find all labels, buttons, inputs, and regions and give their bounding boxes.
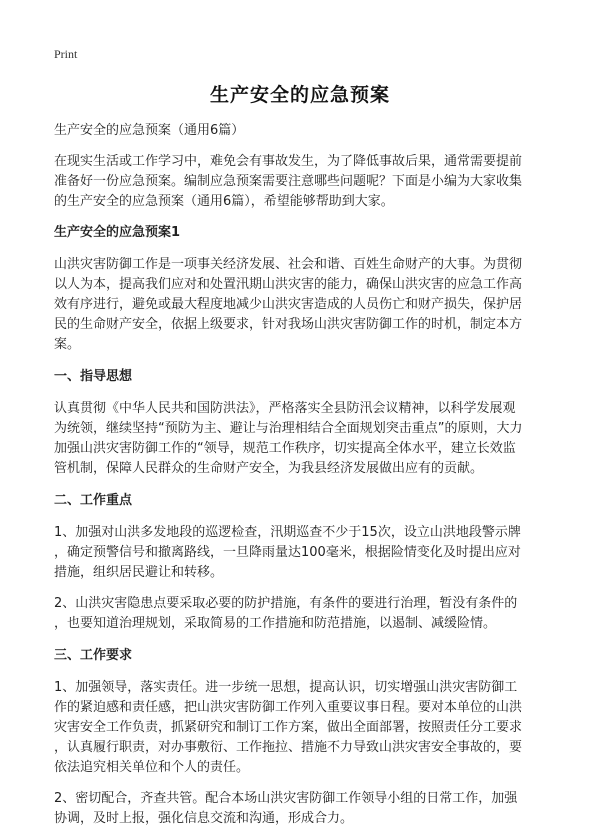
subtitle: 生产安全的应急预案（通用6篇） [54, 123, 245, 138]
text-line: 民的生命财产安全，依据上级要求，针对我场山洪灾害防御工作的时机，制定本方 [54, 317, 523, 332]
requirement-item-2 [54, 789, 554, 829]
text-line: 管机制，保障人民群众的生命财产安全，为我县经济发展做出应有的贡献。 [54, 461, 484, 476]
intro-paragraph [54, 152, 554, 212]
focus-item-1 [54, 523, 554, 583]
text-line: 2、密切配合，齐查共管。配合本场山洪灾害防御工作领导小组的日常工作，加强 [54, 791, 518, 806]
focus-item-2 [54, 594, 554, 634]
text-line: 案。 [54, 337, 81, 352]
heading-work-focus: 二、工作重点 [54, 493, 133, 508]
text-line: 灾害安全工作负责，抓紧研究和制订工作方案，做出全面部署，按照责任分工要求 [54, 720, 523, 735]
text-line: 协调，及时上报，强化信息交流和沟通，形成合力。 [54, 811, 354, 826]
text-line: ，认真履行职责，对办事敷衍、工作拖拉、措施不力导致山洪灾害安全事故的，要 [54, 740, 523, 755]
text-line: 作的紧迫感和责任感，把山洪灾害防御工作列入重要议事日程。要对本单位的山洪 [54, 700, 523, 715]
text-line: 在现实生活或工作学习中，难免会有事故发生，为了降低事故后果，通常需要提前 [54, 154, 523, 169]
text-line: 措施，组织居民避让和转移。 [54, 565, 224, 580]
requirement-item-1 [54, 678, 554, 778]
print-label[interactable]: Print [54, 47, 78, 61]
heading-guiding-ideology: 一、指导思想 [54, 369, 133, 384]
section1-paragraph [54, 255, 554, 355]
section-heading: 生产安全的应急预案1 [54, 225, 181, 240]
text-line: 的生产安全的应急预案（通用6篇），希望能够帮助到大家。 [54, 194, 394, 209]
document-title: 生产安全的应急预案 [209, 84, 390, 106]
text-line: 1、加强对山洪多发地段的巡逻检查，汛期巡查不少于15次，设立山洪地段警示牌 [54, 525, 521, 540]
text-line: 为统领，继续坚持“预防为主、避让与治理相结合全面规划突击重点”的原则，大力 [54, 421, 523, 436]
document-body [54, 121, 554, 829]
text-line: 以人为本，提高我们应对和处置汛期山洪灾害的能力，确保山洪灾害的应急工作高 [54, 277, 523, 292]
guiding-paragraph [54, 399, 554, 479]
text-line: 2、山洪灾害隐患点要采取必要的防护措施，有条件的要进行治理，暂没有条件的 [54, 596, 518, 611]
text-line: 加强山洪灾害防御工作的“领导，规范工作秩序，切实提高全体水平，建立长效监 [54, 441, 516, 456]
text-line: ，确定预警信号和撤离路线，一旦降雨量达100毫米，根据险情变化及时提出应对 [54, 545, 521, 560]
text-line: 山洪灾害防御工作是一项事关经济发展、社会和谐、百姓生命财产的大事。为贯彻 [54, 257, 523, 272]
text-line: 准备好一份应急预案。编制应急预案需要注意哪些问题呢？下面是小编为大家收集 [54, 174, 523, 189]
text-line: 认真贯彻《中华人民共和国防洪法》，严格落实全县防汛会议精神，以科学发展观 [54, 401, 516, 416]
text-line: 1、加强领导，落实责任。进一步统一思想，提高认识，切实增强山洪灾害防御工 [54, 680, 518, 695]
text-line: 依法追究相关单位和个人的责任。 [54, 760, 250, 775]
text-line: 效有序进行，避免或最大程度地减少山洪灾害造成的人员伤亡和财产损失，保护居 [54, 297, 523, 312]
text-line: ，也要知道治理规划，采取简易的工作措施和防范措施，以遏制、减缓险情。 [54, 616, 497, 631]
heading-work-requirements: 三、工作要求 [54, 648, 133, 663]
